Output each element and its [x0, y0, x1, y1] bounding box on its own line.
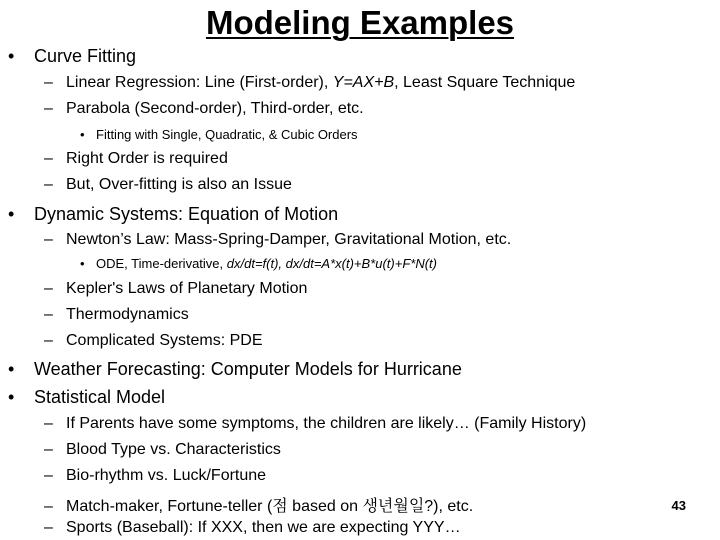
- bullet-marker: •: [8, 46, 15, 66]
- bullet-text: Curve Fitting: [34, 46, 137, 66]
- bullet-text: Fitting with Single, Quadratic, & Cubic Orders: [96, 127, 358, 142]
- bullet-level2: [44, 100, 364, 118]
- bullet-text: Complicated Systems: PDE: [66, 332, 263, 349]
- bullet-marker: •: [8, 387, 15, 407]
- bullet-level2: [44, 519, 461, 537]
- bullet-marker: –: [44, 441, 53, 458]
- bullet-marker: •: [8, 204, 15, 224]
- bullet-level2: [44, 231, 511, 249]
- bullet-text: Dynamic Systems: Equation of Motion: [34, 204, 339, 224]
- bullet-text: [66, 74, 575, 91]
- text-run: Linear Regression: Line (First-order),: [66, 74, 333, 91]
- bullet-marker: –: [44, 176, 53, 193]
- bullet-level2: [44, 467, 266, 485]
- bullet-marker: –: [44, 100, 53, 117]
- bullet-marker: –: [44, 467, 53, 484]
- bullet-level1: [8, 204, 338, 225]
- bullet-marker: –: [44, 415, 53, 432]
- bullet-marker: –: [44, 332, 53, 349]
- bullet-level3: [80, 127, 358, 142]
- bullet-text: Statistical Model: [34, 387, 166, 407]
- bullet-marker: –: [44, 74, 53, 91]
- bullet-text: Right Order is required: [66, 150, 228, 167]
- italic-text: Y=AX+B: [332, 74, 395, 91]
- bullet-level2: [44, 74, 575, 92]
- bullet-text: But, Over-fitting is also an Issue: [66, 176, 292, 193]
- bullet-text: If Parents have some symptoms, the children are likely… (Family History): [66, 415, 587, 432]
- bullet-marker: •: [80, 127, 85, 142]
- bullet-level2: [44, 441, 281, 459]
- bullet-text: Thermodynamics: [66, 306, 189, 323]
- slide-title: Modeling Examples: [205, 4, 515, 41]
- bullet-marker: –: [44, 519, 53, 536]
- bullet-marker: –: [44, 498, 53, 515]
- bullet-level1: [8, 46, 136, 67]
- bullet-marker: –: [44, 280, 53, 297]
- bullet-text: Weather Forecasting: Computer Models for Hurricane: [34, 359, 462, 379]
- italic-text: dx/dt=f(t), dx/dt=A*x(t)+B*u(t)+F*N(t): [226, 256, 437, 271]
- bullet-level3: [80, 256, 437, 271]
- bullet-text: Newton’s Law: Mass-Spring-Damper, Gravitational Motion, etc.: [66, 231, 512, 248]
- bullet-marker: •: [80, 256, 85, 271]
- bullet-text: Blood Type vs. Characteristics: [66, 441, 281, 458]
- bullet-level2: [44, 176, 292, 194]
- bullet-level2: [44, 150, 228, 168]
- text-run: ODE, Time-derivative,: [96, 256, 227, 271]
- bullet-text: Sports (Baseball): If XXX, then we are expecting YYY…: [66, 519, 461, 536]
- bullet-marker: –: [44, 306, 53, 323]
- bullet-level2: [44, 415, 586, 433]
- bullet-text: Match-maker, Fortune-teller (점 based on 생년월일?), etc.: [66, 498, 474, 515]
- bullet-level1: [8, 359, 462, 380]
- bullet-text: Parabola (Second-order), Third-order, etc.: [66, 100, 364, 117]
- text-run: , Least Square Technique: [394, 74, 576, 91]
- bullet-marker: –: [44, 231, 53, 248]
- page-number: 43: [671, 498, 686, 513]
- bullet-text: Bio-rhythm vs. Luck/Fortune: [66, 467, 267, 484]
- bullet-marker: •: [8, 359, 15, 379]
- bullet-text: Kepler's Laws of Planetary Motion: [66, 280, 308, 297]
- bullet-text: [96, 256, 437, 271]
- bullet-level2: [44, 306, 189, 324]
- bullet-marker: –: [44, 150, 53, 167]
- bullet-level2: [44, 280, 307, 298]
- bullet-level2: [44, 332, 263, 350]
- bullet-level1: [8, 387, 165, 408]
- bullet-level2: [44, 493, 473, 516]
